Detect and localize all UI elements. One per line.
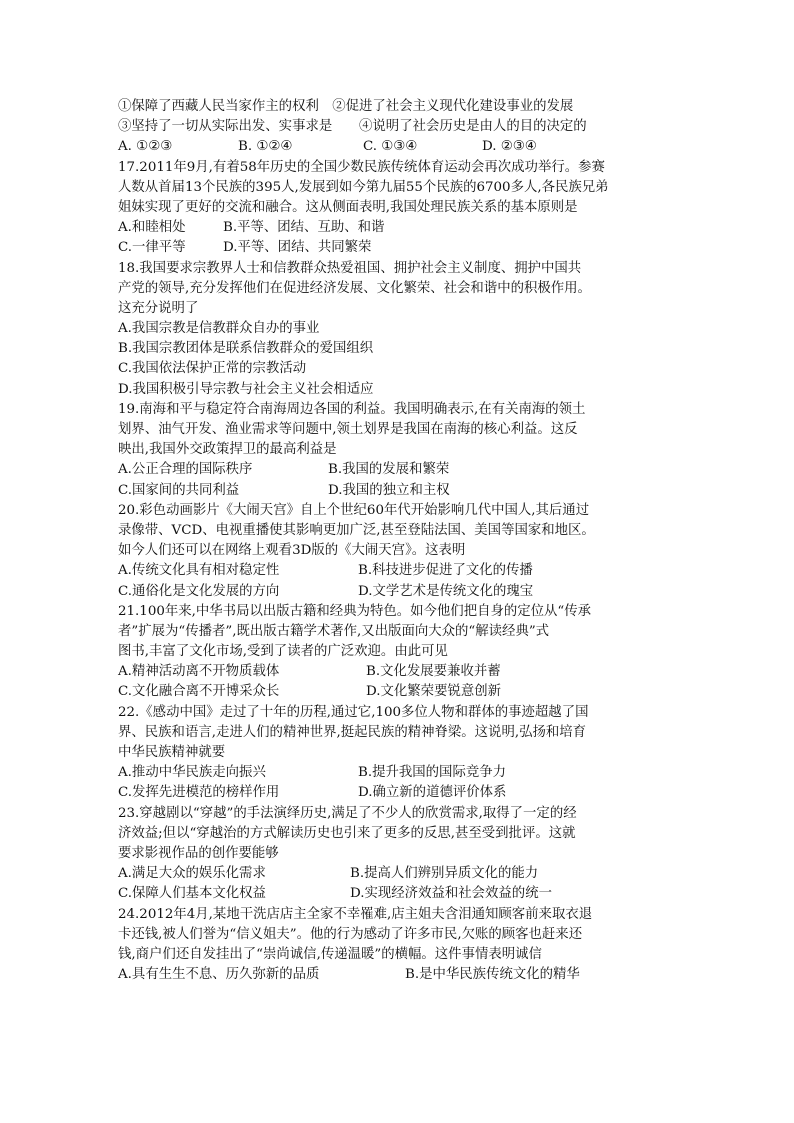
q24-stem-2: 卡还钱,被人们誉为“信义姐夫”。他的行为感动了许多市民,欠账的顾客也赶来还: [118, 926, 583, 942]
q18-option-d: D.我国积极引导宗教与社会主义社会相适应: [118, 381, 374, 397]
q18-stem-1: 18.我国要求宗教界人士和信教群众热爱祖国、拥护社会主义制度、拥护中国共: [118, 260, 582, 276]
q16-statement-1-2: ①保障了西藏人民当家作主的权利 ②促进了社会主义现代化建设事业的发展: [118, 99, 574, 114]
q20-option-c: C.通俗化是文化发展的方向: [118, 583, 280, 599]
q22-option-d: D.确立新的道德评价体系: [358, 785, 507, 801]
q18-stem-2: 产党的领导,充分发挥他们在促进经济发展、文化繁荣、社会和谐中的积极作用。: [118, 280, 591, 296]
q22-stem-1: 22.《感动中国》走过了十年的历程,通过它,100多位人物和群体的事迹超越了国: [118, 704, 589, 720]
q17-option-c: C.一律平等: [118, 240, 186, 256]
q20-options-row-1: [118, 561, 678, 581]
q18-stem-3: 这充分说明了: [118, 300, 199, 316]
q24-stem-3: 钱,商户们还自发挂出了“崇尚诚信,传递温暖”的横幅。这件事情表明诚信: [118, 946, 542, 962]
q23-options-row-2: [118, 884, 678, 904]
q24-options-row-1: [118, 965, 678, 985]
q19-stem-3: 映出,我国外交政策捍卫的最高利益是: [118, 442, 337, 458]
q21-options-row-2: [118, 682, 678, 702]
q19-option-c: C.国家间的共同利益: [118, 482, 240, 498]
q17-stem-3: 姐妹实现了更好的交流和融合。这从侧面表明,我国处理民族关系的基本原则是: [118, 199, 578, 215]
q22-options-row-2: [118, 783, 678, 803]
q21-options-row-1: [118, 662, 678, 682]
q23-options-row-1: [118, 864, 678, 884]
q24-stem-1: 24.2012年4月,某地干洗店店主全家不幸罹难,店主姐夫含泪通知顾客前来取衣退: [118, 906, 593, 922]
q16-statement-3-4: ③坚持了一切从实际出发、实事求是 ④说明了社会历史是由人的目的决定的: [118, 119, 587, 135]
q24-option-a: A.具有生生不息、历久弥新的品质: [118, 967, 320, 983]
q23-option-b: B.提高人们辨别异质文化的能力: [350, 866, 539, 882]
q16-option-d: D. ②③④: [482, 139, 537, 155]
q18-option-c: C.我国依法保护正常的宗教活动: [118, 361, 307, 377]
q18-option-a: A.我国宗教是信教群众自办的事业: [118, 321, 320, 337]
q19-option-d: D.我国的独立和主权: [328, 482, 450, 498]
q23-stem-2: 济效益;但以“穿越治的方式解读历史也引来了更多的反思,甚至受到批评。这就: [118, 825, 576, 841]
q17-option-b: B.平等、团结、互助、和谐: [223, 220, 385, 236]
q21-stem-1: 21.100年来,中华书局以出版古籍和经典为特色。如今他们把自身的定位从“传承: [118, 603, 592, 619]
q19-stem-1: 19.南海和平与稳定符合南海周边各国的利益。我国明确表示,在有关南海的领土: [118, 401, 586, 417]
q17-options-row-2: [118, 238, 678, 258]
q16-options: [118, 137, 678, 157]
q16-option-a: A. ①②③: [118, 139, 173, 155]
q17-option-d: D.平等、团结、共同繁荣: [223, 240, 372, 256]
q22-option-a: A.推动中华民族走向振兴: [118, 765, 266, 781]
q23-option-c: C.保障人们基本文化权益: [118, 886, 266, 902]
q19-options-row-2: [118, 481, 678, 501]
q17-options-row-1: [118, 218, 678, 238]
q22-options-row-1: [118, 763, 678, 783]
q23-option-d: D.实现经济效益和社会效益的统一: [350, 886, 552, 902]
q16-option-c: C. ①③④: [363, 139, 418, 155]
q18-option-b: B.我国宗教团体是联系信教群众的爱国组织: [118, 341, 374, 357]
q22-option-b: B.提升我国的国际竞争力: [358, 765, 507, 781]
q21-option-b: B.文化发展要兼收并蓄: [366, 664, 501, 680]
q20-options-row-2: [118, 582, 678, 602]
q19-options-row-1: [118, 460, 678, 480]
q21-option-c: C.文化融合离不开博采众长: [118, 684, 280, 700]
q24-option-b: B.是中华民族传统文化的精华: [405, 967, 580, 983]
q23-option-a: A.满足大众的娱乐化需求: [118, 866, 266, 882]
q21-stem-3: 图书,丰富了文化市场,受到了读者的广泛欢迎。由此可见: [118, 644, 448, 660]
q20-stem-3: 如今人们还可以在网络上观看3D版的《大闹天宫》。这表明: [118, 543, 466, 559]
q20-option-d: D.文学艺术是传统文化的瑰宝: [358, 583, 534, 599]
q19-option-a: A.公正合理的国际秩序: [118, 462, 253, 478]
q17-stem-1: 17.2011年9月,有着58年历史的全国少数民族传统体育运动会再次成功举行。参赛: [118, 159, 605, 175]
q23-stem-3: 要求影视作品的创作要能够: [118, 845, 279, 861]
q21-option-a: A.精神活动离不开物质载体: [118, 664, 280, 680]
q20-stem-2: 录像带、VCD、电视重播使其影响更加广泛,甚至登陆法国、美国等国家和地区。: [118, 522, 595, 538]
q19-option-b: B.我国的发展和繁荣: [328, 462, 450, 478]
q21-option-d: D.文化繁荣要锐意创新: [366, 684, 502, 700]
q19-stem-2: 划界、油气开发、渔业需求等问题中,领土划界是我国在南海的核心利益。这反: [118, 422, 578, 437]
q22-stem-3: 中华民族精神就要: [118, 745, 226, 760]
q21-stem-2: 者”扩展为“传播者”,既出版古籍学术著作,又出版面向大众的“解读经典”式: [118, 623, 550, 639]
q20-stem-1: 20.彩色动画影片《大闹天宫》自上个世纪60年代开始影响几代中国人,其后通过: [118, 502, 590, 518]
q22-option-c: C.发挥先进模范的榜样作用: [118, 785, 280, 801]
q16-option-b: B. ①②④: [238, 139, 293, 155]
document-page: [118, 97, 678, 985]
q17-option-a: A.和睦相处: [118, 220, 186, 236]
q17-stem-2: 人数从首届13个民族的395人,发展到如今第九届55个民族的6700多人,各民族兄弟: [118, 179, 609, 195]
q22-stem-2: 界、民族和语言,走进人们的精神世界,挺起民族的精神脊梁。这说明,弘扬和培育: [118, 724, 587, 740]
q20-option-b: B.科技进步促进了文化的传播: [358, 563, 533, 579]
q20-option-a: A.传统文化具有相对稳定性: [118, 563, 280, 579]
q23-stem-1: 23.穿越剧以“穿越”的手法演绎历史,满足了不少人的欣赏需求,取得了一定的经: [118, 805, 577, 821]
